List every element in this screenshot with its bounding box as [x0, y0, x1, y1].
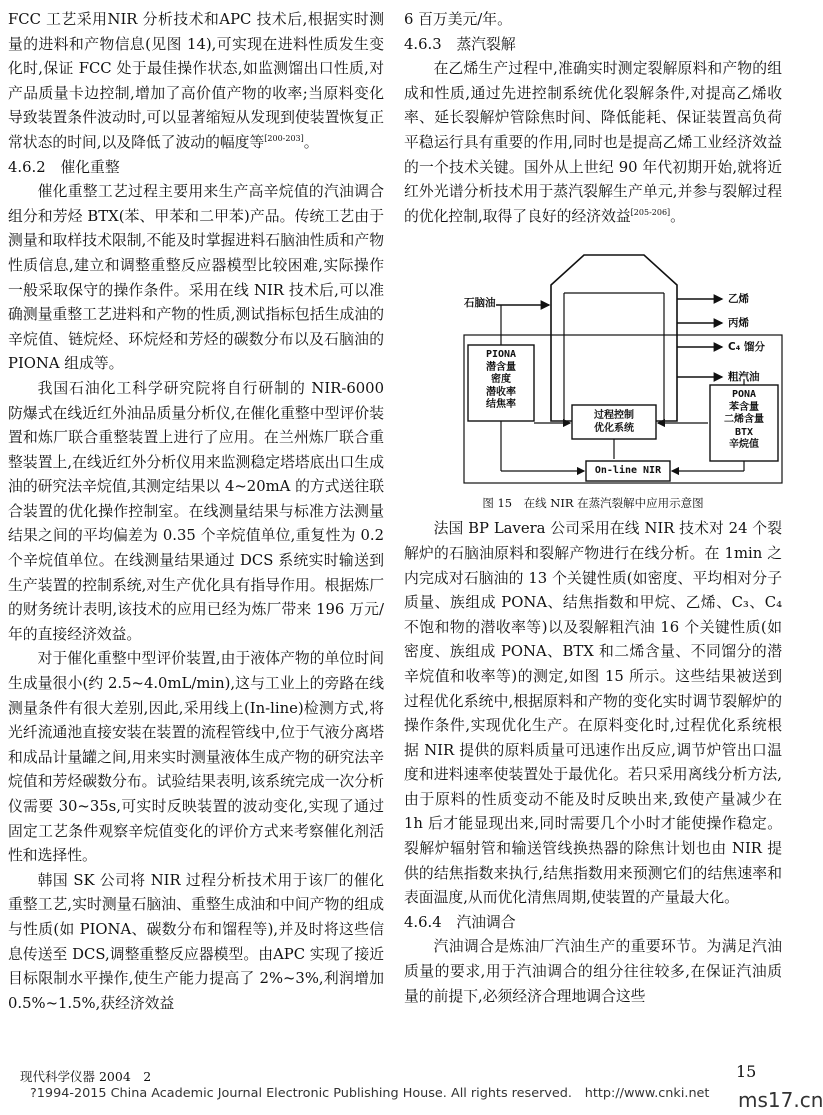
paragraph: 催化重整工艺过程主要用来生产高辛烷值的汽油调合组分和芳烃 BTX(苯、甲苯和二甲苯)产品。传统工艺由于测量和取样技术限制,不能及时掌握进料石脑油性质和产物性质信息,建立和调整重整反应器模型比较困难,实际操作一般采取保守的操作条件。采用在线 NIR 技术后,可以准确测量重整工艺进料和产物的性质,测试指标包括生成油的辛烷值、链烷烃、环烷烃和芳烃的碳数分布以及石脑油的 PIONA 组成等。	[8, 183, 384, 373]
section-heading: 4.6.4 汽油调合	[404, 913, 516, 931]
pona-box-text	[710, 389, 778, 452]
punctuation: 。	[670, 207, 685, 225]
punctuation: 。	[303, 133, 319, 151]
paragraph-text: FCC 工艺采用NIR 分析技术和APC 技术后,根据实时测量的进料和产物信息(见图 14),可实现在进料性质发生变化时,保证 FCC 处于最佳操作状态,如监测馏出口性质,对产品质量卡边控制,增加了高价值产物的收率;当原料变化导致装置条件波动时,可以显著缩短从发现到使装置恢复正常状态的时间,以及降低了波动的幅度等	[8, 11, 384, 151]
product-label-ethylene: 乙烯	[728, 293, 749, 306]
box-line: PONA	[731, 389, 757, 401]
watermark: ms17.cn	[738, 1088, 823, 1112]
box-line: 潜收率	[486, 386, 516, 398]
paragraph: 汽油调合是炼油厂汽油生产的重要环节。为满足汽油质量的要求,用于汽油调合的组分往往较多,在保证汽油质量的前提下,必须经济合理地调合这些	[404, 938, 782, 1005]
paragraph: 韩国 SK 公司将 NIR 过程分析技术用于该厂的催化重整工艺,实时测量石脑油、重整生成油和中间产物的组成与性质(如 PIONA、碳数分布和馏程等),并及时将这些信息传送至 DCS,调整重整反应器模型。由APC 实现了接近目标限制水平操作,使生产能力提高了 2%~3%,利润增加 0.5%~1.5%,获经济效益	[8, 871, 384, 1012]
box-line: 密度	[491, 374, 511, 386]
paragraph-text: 在乙烯生产过程中,准确实时测定裂解原料和产物的组成和性质,通过先进控制系统优化裂解条件,对提高乙烯收率、延长裂解炉管除焦时间、降低能耗、保证装置高负荷平稳运行具有重要的作用,同时也是提高乙烯工业经济效益的一个技术关键。国外从上世纪 90 年代初期开始,就将近红外光谱分析技术用于蒸汽裂解生产单元,并参与裂解过程的优化控制,取得了良好的经济效益	[404, 60, 782, 225]
feed-label: 石脑油	[464, 297, 496, 310]
paragraph: 6 百万美元/年。	[404, 11, 512, 28]
optimizer-box-text	[572, 410, 656, 435]
cracking-furnace	[551, 255, 677, 421]
paragraph: 我国石油化工科学研究院将自行研制的 NIR-6000 防爆式在线近红外油品质量分析仪,在催化重整中型评价装置和炼厂联合重整装置上进行了应用。在兰州炼厂联合重整装置上,在线近红外分析仪用来监测稳定塔塔底出口生成油的研究法辛烷值,其测定结果以 4~20mA 的方式送往联合装置的优化操作控制室。在线测量结果与标准方法测量结果之间的平均偏差为 0.35 个辛烷值单位,重复性为 0.2 个辛烷值单位。在线测量结果通过 DCS 系统实时输送到生产装置的控制系统,对生产优化具有指导作用。根据炼厂的财务统计表明,该技术的应用已经为炼厂带来 196 万元/年的直接经济效益。	[8, 379, 384, 643]
footer-copyright: ?1994-2015 China Academic Journal Electronic Publishing House. All rights reserved. http://www.cnki.net	[30, 1086, 710, 1101]
footer-journal: 现代科学仪器 2004 2	[20, 1069, 152, 1084]
box-line: PIONA	[485, 349, 517, 361]
product-label-c4: C₄ 馏分	[728, 341, 765, 354]
section-heading: 4.6.3 蒸汽裂解	[404, 35, 516, 53]
paragraph: 对于催化重整中型评价装置,由于液体产物的单位时间生成量很小(约 2.5~4.0mL/min),这与工业上的旁路在线测量条件有很大差别,因此,采用线上(In-line)检测方式,将光纤流通池直接安装在装置的流程管线中,位于气液分离塔和成品计量罐之间,用来实时测量液体生成产物的研究法辛烷值和芳烃碳数分布。试验结果表明,该系统完成一次分析仪需要 30~35s,可实时反映装置的波动变化,实现了通过固定工艺条件观察辛烷值变化的评价方式来考察催化剂活性和选择性。	[8, 650, 384, 865]
paragraph	[8, 8, 384, 156]
box-line: 优化系统	[594, 422, 634, 434]
figure-caption: 图 15 在线 NIR 在蒸汽裂解中应用示意图	[482, 496, 704, 511]
paragraph: 法国 BP Lavera 公司采用在线 NIR 技术对 24 个裂解炉的石脑油原料和裂解产物进行在线分析。在 1min 之内完成对石脑油的 13 个关键性质(如密度、平均相对分子质量、族组成 PONA、结焦指数和甲烷、乙烯、C₃、C₄ 不饱和物的潜收率等)以及裂解粗汽油 16 个关键性质(如密度、族组成 PONA、BTX 和二烯含量、不同馏分的潜辛烷值和收率等)的测定,如图 15 所示。这些结果被送到过程优化系统中,根据原料和产物的变化实时调节裂解炉的操作条件,实现优化生产。在原料变化时,过程优化系统根据 NIR 提供的原料质量可迅速作出反应,调节炉管出口温度和进料速率使装置处于最优化。若只采用离线分析方法,由于原料的性质变动不能及时反映出来,致使产量减少在 1h 后才能显现出来,同时需要几个小时才能使操作稳定。裂解炉辐射管和输送管线换热器的除焦计划也由 NIR 提供的结焦指数来执行,结焦指数用来预测它们的结焦速率和表面温度,从而优化清焦周期,使装置的产量最大化。	[404, 520, 782, 907]
citation: [205-206]	[630, 207, 671, 217]
box-line: 辛烷值	[729, 439, 759, 451]
piona-box-text	[468, 349, 534, 412]
online-nir-label: On-line NIR	[594, 465, 662, 477]
paragraph	[404, 57, 782, 229]
product-label-gasoline: 粗汽油	[728, 371, 760, 384]
box-line: 潜含量	[486, 361, 516, 373]
box-line: 结焦率	[486, 399, 516, 411]
box-line: BTX	[734, 426, 754, 438]
figure-15-diagram	[456, 243, 796, 489]
box-line: 过程控制	[594, 410, 634, 422]
right-column	[404, 8, 782, 1009]
left-column	[8, 8, 384, 1016]
page-number: 15	[736, 1062, 757, 1081]
product-label-propylene: 丙烯	[728, 317, 749, 330]
section-heading: 4.6.2 催化重整	[8, 158, 120, 176]
citation: [200-203]	[264, 134, 304, 144]
box-line: 苯含量	[729, 401, 759, 413]
box-line: 二烯含量	[724, 414, 764, 426]
